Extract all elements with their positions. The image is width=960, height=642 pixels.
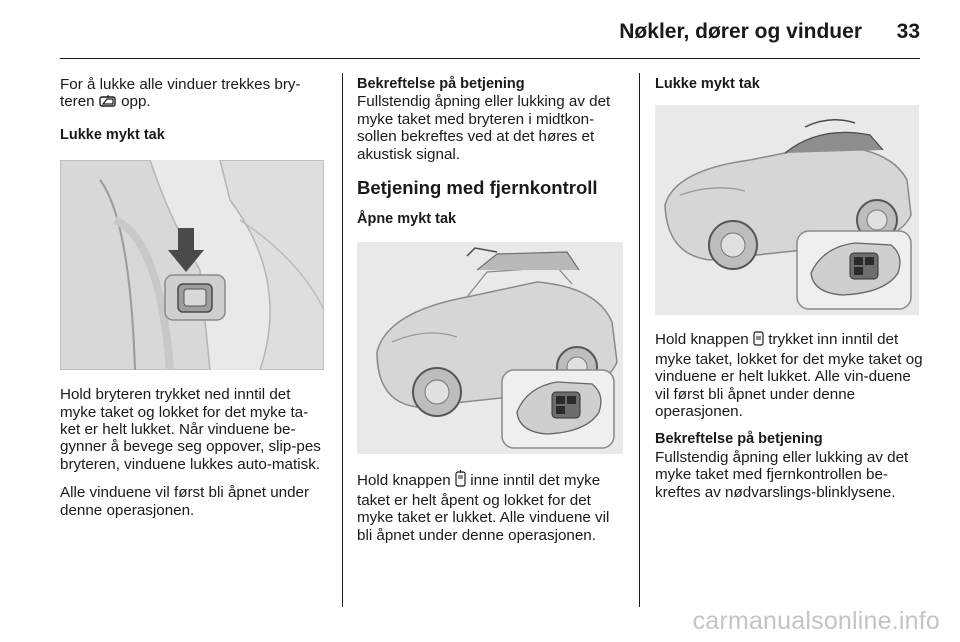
column-divider-2 xyxy=(639,73,640,607)
header-rule xyxy=(60,58,920,59)
column-divider-1 xyxy=(342,73,343,607)
intro-text-before: For å lukke alle vinduer trekkes bry-teren xyxy=(60,76,301,111)
close-instructions-paragraph: Hold bryteren trykket ned inntil det myke taket og lokket for det myke ta-ket er helt lukket. Når vinduene be-gynner å bevege seg oppover, slip-pes bryteren, vinduene lukkes auto-matisk. xyxy=(60,386,321,473)
confirm-heading-remote: Bekreftelse på betjening xyxy=(655,431,823,448)
close-roof-button-icon xyxy=(753,331,764,350)
confirm-remote-paragraph: Fullstendig åpning eller lukking av det myke taket med fjernkontrollen be-kreftes av nødvarslings-blinklysene. xyxy=(655,448,909,501)
confirm-paragraph: Fullstendig åpning eller lukking av det myke taket med bryteren i midtkon-sollen bekreftes ved at det høres et akustisk signal. xyxy=(357,93,611,163)
open-roof-button-icon xyxy=(455,470,466,491)
page-title: Nøkler, dører og vinduer xyxy=(619,20,862,43)
column-1 xyxy=(60,76,328,530)
open-instructions-paragraph xyxy=(357,470,625,544)
close-note-paragraph: Alle vinduene vil først bli åpnet under denne operasjonen. xyxy=(60,484,310,519)
intro-text-after: opp. xyxy=(121,93,151,111)
open-text-before: Hold knappen xyxy=(357,472,451,490)
close-roof-car-illustration xyxy=(655,105,919,315)
confirm-heading: Bekreftelse på betjening xyxy=(357,76,525,92)
open-roof-heading: Åpne mykt tak xyxy=(357,211,457,228)
page-number: 33 xyxy=(896,20,920,43)
open-text-after: inne inntil det myke taket er helt åpent og lokket for det myke taket er lukket. Alle vinduene vil bli åpnet under denne operasjonen. xyxy=(357,472,610,544)
page-header xyxy=(0,0,960,60)
close-roof-instructions-paragraph xyxy=(655,331,925,420)
open-roof-car-illustration xyxy=(357,242,623,454)
column-3 xyxy=(655,76,925,512)
console-switch-illustration xyxy=(60,160,324,370)
close-text-after: trykket inn inntil det myke taket, lokket for det myke taket og vinduene er helt lukket. Alle vin-duene vil først bli åpnet under denne operasjonen. xyxy=(655,331,923,421)
section-heading-close-top: Lukke mykt tak xyxy=(60,126,165,143)
close-text-before: Hold knappen xyxy=(655,331,749,349)
remote-section-heading: Betjening med fjernkontroll xyxy=(357,177,598,199)
window-switch-icon xyxy=(99,94,117,112)
watermark: carmanualsonline.info xyxy=(692,607,940,635)
close-roof-heading: Lukke mykt tak xyxy=(655,76,760,92)
column-2 xyxy=(357,76,625,555)
intro-paragraph xyxy=(60,76,328,113)
